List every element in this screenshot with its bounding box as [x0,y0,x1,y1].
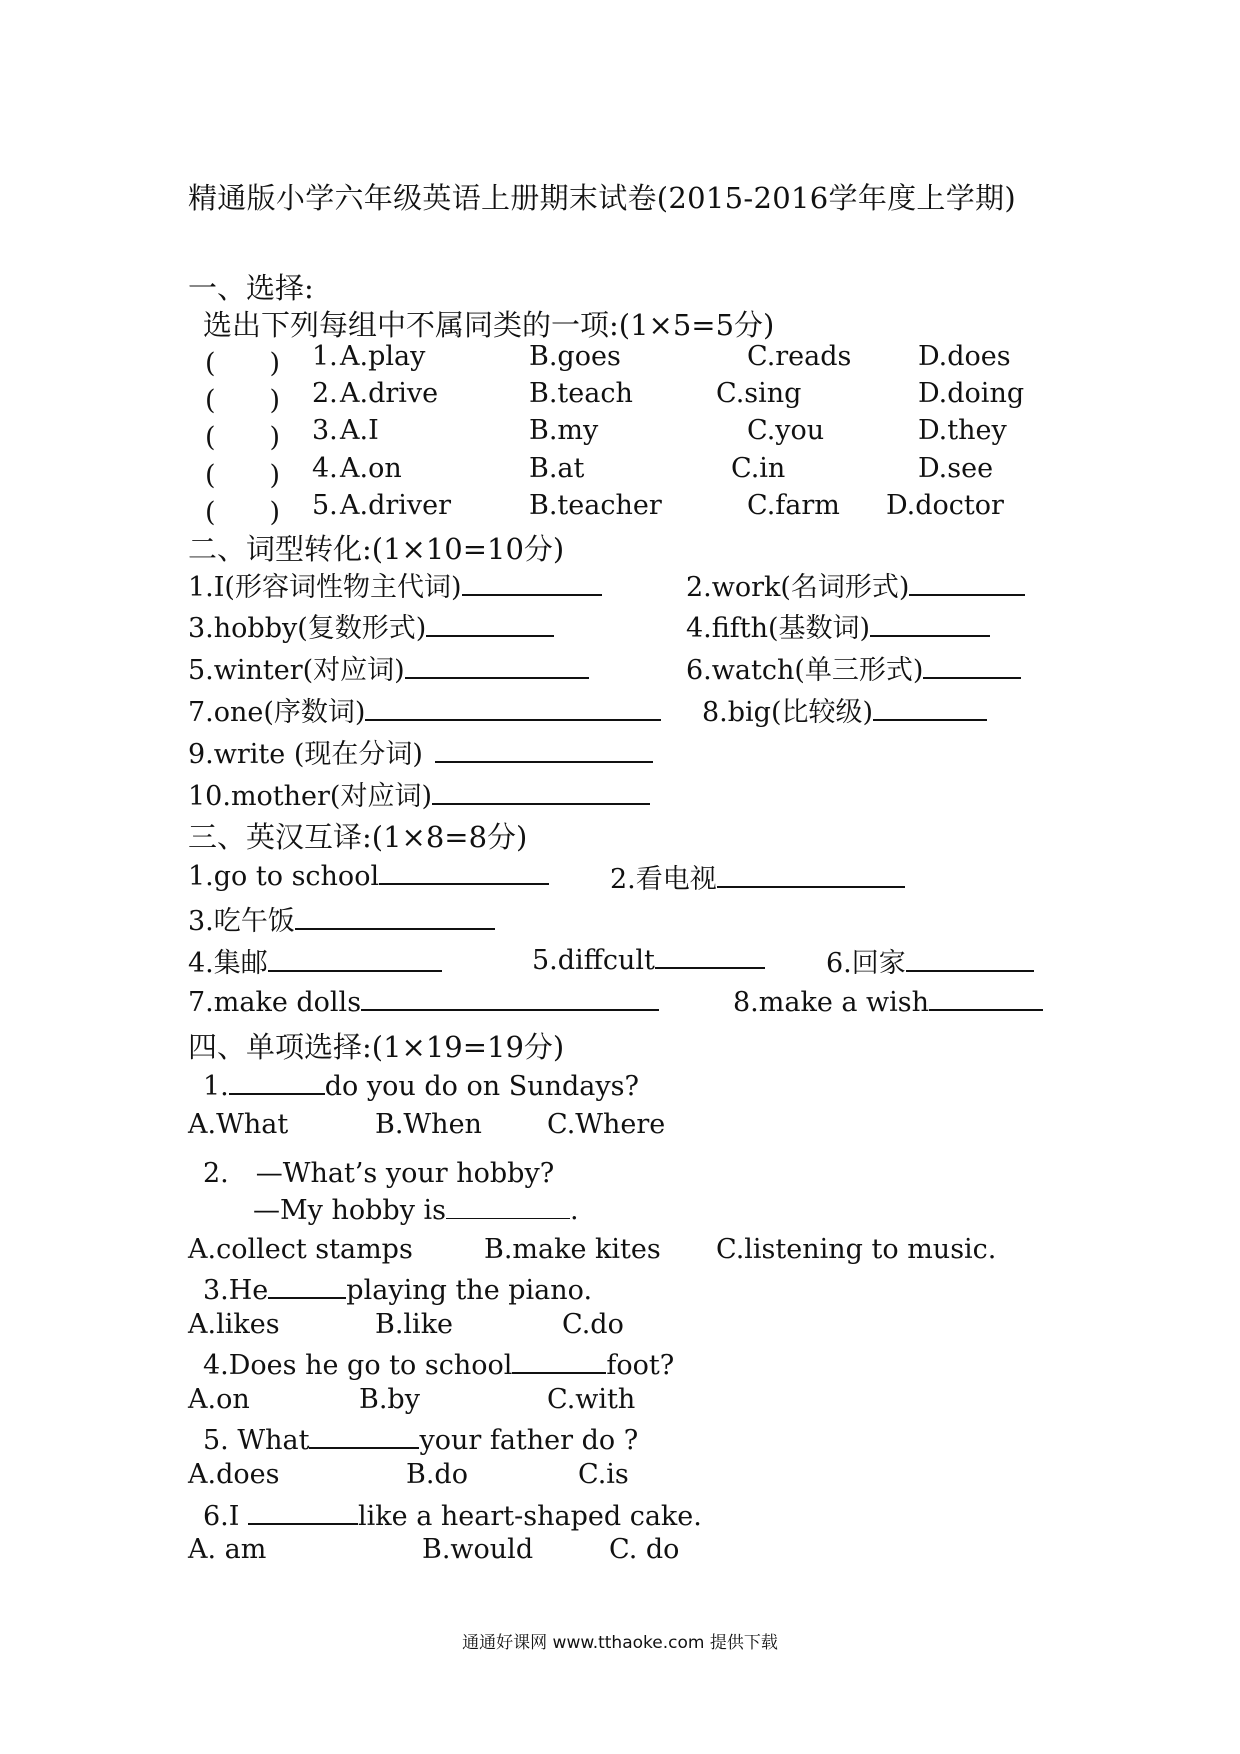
s1-item1-paren: ( ) [205,348,281,379]
s1-item5-num: 5. [312,490,338,521]
s1-item3-d: D.they [918,415,1007,446]
s4-q4-b: B.by [359,1384,420,1415]
s1-item2-b: B.teach [529,378,633,409]
s1-item3-a: A.I [340,415,379,446]
s1-item1-c: C.reads [747,341,852,372]
s3-item6: 6.回家 [826,941,1034,980]
answer-blank[interactable] [446,1192,570,1219]
s1-item4-d: D.see [918,453,994,484]
s1-item5-c: C.farm [747,490,840,521]
s4-q2-line2: —My hobby is . [253,1192,579,1226]
section1-heading: 一、选择: [188,271,314,305]
s3-item1: 1.go to school [188,857,549,892]
answer-blank[interactable] [379,857,549,885]
s4-q2-b: B.make kites [484,1234,661,1265]
answer-blank[interactable] [655,941,765,969]
answer-blank[interactable] [268,944,442,972]
s1-item3-b: B.my [529,415,599,446]
s4-q1-c: C.Where [547,1109,666,1140]
s1-item1-d: D.does [918,341,1011,372]
s3-item5: 5.diffcult [532,941,765,976]
s1-item4-b: B.at [529,453,585,484]
s4-q5: 5. What your father do ? [203,1421,638,1456]
s1-item5-b: B.teacher [529,490,662,521]
answer-blank[interactable] [462,568,602,596]
section3-heading: 三、英汉互译:(1×8=8分) [188,820,528,854]
s3-item2: 2.看电视 [610,857,905,896]
answer-blank[interactable] [909,568,1025,596]
answer-blank[interactable] [365,693,661,721]
s2-item1: 1.I(形容词性物主代词) [188,565,602,604]
s1-item3-c: C.you [747,415,825,446]
s1-item2-num: 2. [312,378,338,409]
answer-blank[interactable] [295,902,495,930]
s4-q6-c: C. do [609,1534,680,1565]
s1-item2-paren: ( ) [205,385,281,416]
s4-q5-c: C.is [578,1459,629,1490]
s4-q4: 4.Does he go to school foot? [203,1346,674,1381]
s2-item5: 5.winter(对应词) [188,648,589,687]
section4-heading: 四、单项选择:(1×19=19分) [188,1030,565,1064]
s4-q3-c: C.do [562,1309,624,1340]
answer-blank[interactable] [229,1067,325,1095]
s2-item7: 7.one(序数词) [188,690,661,729]
page-title: 精通版小学六年级英语上册期末试卷(2015-2016学年度上学期) [188,181,1016,215]
answer-blank[interactable] [309,1421,419,1449]
s4-q6: 6.I like a heart-shaped cake. [203,1497,702,1532]
s3-item3: 3.吃午饭 [188,899,495,938]
s4-q1-b: B.When [375,1109,482,1140]
s1-item4-paren: ( ) [205,460,281,491]
answer-blank[interactable] [361,983,659,1011]
answer-blank[interactable] [405,651,589,679]
answer-blank[interactable] [923,651,1021,679]
s2-item4: 4.fifth(基数词) [686,606,990,645]
s4-q1-a: A.What [188,1109,289,1140]
s1-item4-c: C.in [731,453,786,484]
s2-item3: 3.hobby(复数形式) [188,606,554,645]
section2-heading: 二、词型转化:(1×10=10分) [188,532,565,566]
answer-blank[interactable] [929,983,1043,1011]
section1-instruction: 选出下列每组中不属同类的一项:(1×5=5分) [203,308,775,342]
answer-blank[interactable] [268,1271,346,1299]
answer-blank[interactable] [435,735,653,763]
s4-q3-b: B.like [375,1309,454,1340]
s2-item9: 9.write (现在分词) [188,732,653,771]
s1-item4-num: 4. [312,453,338,484]
s3-item4: 4.集邮 [188,941,442,980]
answer-blank[interactable] [426,609,554,637]
s2-item2: 2.work(名词形式) [686,565,1025,604]
s4-q4-a: A.on [188,1384,250,1415]
s1-item1-b: B.goes [529,341,621,372]
s2-item6: 6.watch(单三形式) [686,648,1021,687]
s2-item8: 8.big(比较级) [702,690,987,729]
s4-q2-a: A.collect stamps [188,1234,413,1265]
s4-q4-c: C.with [547,1384,636,1415]
s4-q1: 1. do you do on Sundays? [203,1067,639,1102]
s4-q2-c: C.listening to music. [716,1234,997,1265]
s1-item2-d: D.doing [918,378,1025,409]
s1-item3-paren: ( ) [205,422,281,453]
s1-item4-a: A.on [340,453,402,484]
s4-q6-a: A. am [188,1534,267,1565]
s1-item5-a: A.driver [340,490,452,521]
s3-item7: 7.make dolls [188,983,659,1018]
footer-credit: 通通好课网 www.tthaoke.com 提供下载 [462,1633,778,1653]
s4-q3: 3.He playing the piano. [203,1271,592,1306]
s1-item1-num: 1. [312,341,338,372]
answer-blank[interactable] [248,1497,358,1525]
s1-item2-a: A.drive [340,378,439,409]
answer-blank[interactable] [906,944,1034,972]
s1-item1-a: A.play [340,341,426,372]
s4-q2-line1: 2. —What’s your hobby? [203,1158,555,1189]
answer-blank[interactable] [432,777,650,805]
answer-blank[interactable] [873,693,987,721]
s3-item8: 8.make a wish [733,983,1043,1018]
s1-item5-d: D.doctor [886,490,1004,521]
s2-item10: 10.mother(对应词) [188,774,650,813]
answer-blank[interactable] [717,860,905,888]
answer-blank[interactable] [512,1346,606,1374]
s4-q6-b: B.would [422,1534,534,1565]
answer-blank[interactable] [870,609,990,637]
s4-q5-b: B.do [406,1459,468,1490]
s4-q5-a: A.does [188,1459,280,1490]
s1-item5-paren: ( ) [205,497,281,528]
s1-item3-num: 3. [312,415,338,446]
s4-q3-a: A.likes [188,1309,280,1340]
s1-item2-c: C.sing [716,378,802,409]
